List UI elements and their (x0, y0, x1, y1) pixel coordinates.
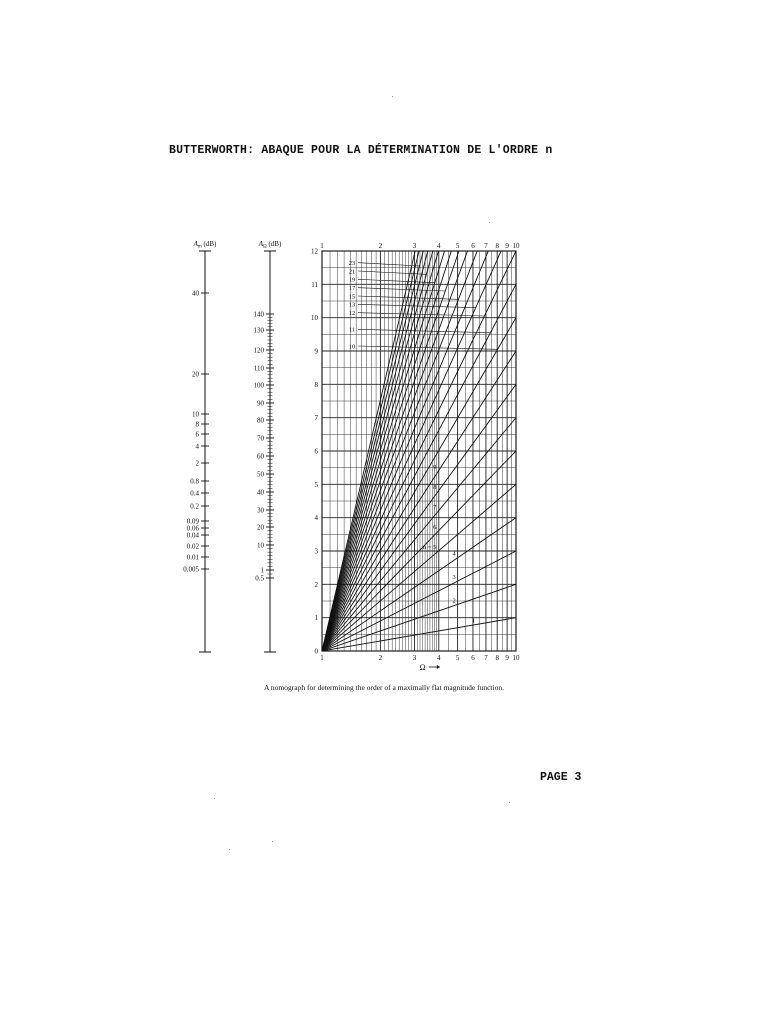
scale-tick-label: 70 (257, 434, 264, 443)
x-tick-label: 8 (495, 654, 499, 662)
paper-speck (229, 849, 230, 850)
order-line (322, 0, 516, 651)
x-tick-label: 4 (437, 654, 441, 662)
y-tick-label: 10 (311, 314, 318, 323)
paper-speck (272, 841, 273, 842)
x-tick-label-top: 1 (320, 242, 324, 250)
x-tick-label-top: 5 (455, 242, 460, 250)
scale-tick-label: 1 (260, 566, 264, 575)
scale-tick-label: 0.02 (186, 542, 199, 551)
figure-caption: A nomograph for determining the order of a maximally flat magnitude function. (264, 683, 504, 692)
order-label-leader (358, 279, 435, 282)
order-label: 23 (348, 259, 356, 267)
order-line (322, 0, 516, 651)
order-label-leader (358, 263, 419, 266)
order-label-leader (358, 329, 490, 332)
scale-tick-label: 0.5 (255, 574, 264, 583)
order-label: 4 (452, 550, 456, 558)
scale-tick-label: 130 (253, 326, 264, 335)
order-line (322, 0, 516, 651)
order-line-set (322, 0, 516, 651)
scale-label: $A_\Omega$ (dB) (258, 240, 282, 250)
scale-tick-label: 30 (257, 506, 264, 515)
scale-tick-label: 0.04 (186, 531, 199, 540)
y-tick-label: 9 (314, 347, 318, 356)
scale-tick-label: 6 (195, 430, 199, 439)
y-tick-label: 3 (314, 547, 318, 556)
scale-tick-label: 120 (253, 346, 264, 355)
scale-tick-label: 90 (257, 399, 264, 408)
page-title: BUTTERWORTH: ABAQUE POUR LA DÉTERMINATION DE L'ORDRE n (169, 144, 553, 157)
order-line (322, 0, 516, 651)
scale-tick-label: 110 (253, 364, 264, 373)
order-label: 17 (348, 284, 356, 292)
scale-tick-label: 10 (192, 410, 199, 419)
x-tick-label-top: 2 (378, 242, 383, 250)
scale-tick-label: 0.8 (190, 477, 199, 486)
aomega-scale (254, 240, 282, 652)
order-label: 9 (433, 464, 437, 471)
scale-tick-label: 40 (257, 488, 264, 497)
order-label: 3 (452, 574, 456, 581)
x-tick-label: 2 (378, 654, 383, 662)
paper-speck (392, 96, 393, 97)
order-label: 6 (433, 524, 437, 531)
scale-tick-label: 80 (257, 416, 264, 425)
y-tick-label: 1 (314, 614, 318, 623)
x-tick-label-top: 9 (505, 242, 509, 250)
y-tick-label: 5 (314, 480, 318, 489)
scale-tick-label: 20 (192, 370, 199, 379)
scale-tick-label: 2 (195, 459, 199, 468)
y-tick-label: 12 (311, 247, 318, 256)
am-scale (183, 240, 217, 652)
order-label: 19 (348, 276, 356, 284)
scale-tick-label: 8 (195, 420, 199, 429)
scale-tick-label: 10 (257, 541, 264, 550)
order-label: 2 (452, 597, 456, 605)
scale-tick-label: 0.2 (190, 502, 199, 511)
x-axis-label: Ω (419, 663, 426, 672)
order-label: 12 (348, 309, 356, 317)
x-axis-arrowhead (437, 665, 440, 669)
order-label: 13 (348, 301, 356, 309)
paper-speck (489, 222, 490, 223)
x-tick-label-top: 10 (512, 242, 520, 250)
y-tick-label: 4 (314, 514, 318, 523)
x-tick-label-top: 7 (484, 242, 488, 250)
x-tick-label: 1 (320, 654, 324, 662)
scale-tick-label: 0.005 (183, 565, 199, 574)
scale-tick-label: 0.4 (190, 489, 199, 498)
order-label: 15 (348, 293, 356, 301)
order-label: 7 (433, 504, 437, 511)
scale-label: $A_m$ (dB) (193, 240, 217, 250)
x-tick-label: 6 (471, 654, 475, 662)
order-label: n = 5 (422, 544, 437, 551)
scale-tick-label: 60 (257, 452, 264, 461)
y-tick-label: 2 (314, 580, 318, 589)
scale-tick-label: 140 (253, 310, 264, 319)
paper-speck (214, 798, 215, 799)
order-label: 1 (471, 617, 476, 625)
x-tick-label-top: 6 (471, 242, 475, 250)
order-lines (322, 0, 516, 651)
order-label: 11 (348, 326, 356, 334)
order-label: 8 (433, 484, 437, 491)
x-tick-label: 7 (484, 654, 488, 662)
y-tick-label: 0 (314, 647, 318, 656)
order-label: 10 (348, 343, 356, 351)
y-tick-label: 11 (311, 280, 318, 289)
scale-tick-label: 20 (257, 523, 264, 532)
order-label: 21 (348, 268, 356, 276)
order-line (322, 0, 516, 651)
y-tick-label: 6 (314, 447, 318, 456)
page-number: PAGE 3 (540, 771, 582, 784)
x-tick-label-top: 3 (412, 242, 417, 250)
y-tick-label: 8 (314, 380, 318, 389)
x-tick-label: 9 (505, 654, 509, 662)
x-tick-label-top: 8 (495, 242, 499, 250)
scale-tick-label: 100 (253, 381, 264, 390)
scale-tick-label: 0.06 (186, 524, 199, 533)
order-line (322, 0, 516, 651)
scale-tick-label: 0.01 (186, 553, 199, 562)
order-label-leader (358, 346, 498, 349)
paper-speck (509, 802, 510, 803)
x-tick-label: 10 (512, 654, 520, 662)
scale-tick-label: 40 (192, 289, 199, 298)
x-tick-label: 3 (412, 654, 417, 662)
scale-tick-label: 4 (195, 442, 199, 451)
scale-tick-label: 50 (257, 470, 264, 479)
y-tick-label: 7 (314, 414, 318, 423)
scale-tick-label: 0.09 (186, 517, 199, 526)
x-tick-label: 5 (455, 654, 460, 662)
x-tick-label-top: 4 (437, 242, 441, 250)
